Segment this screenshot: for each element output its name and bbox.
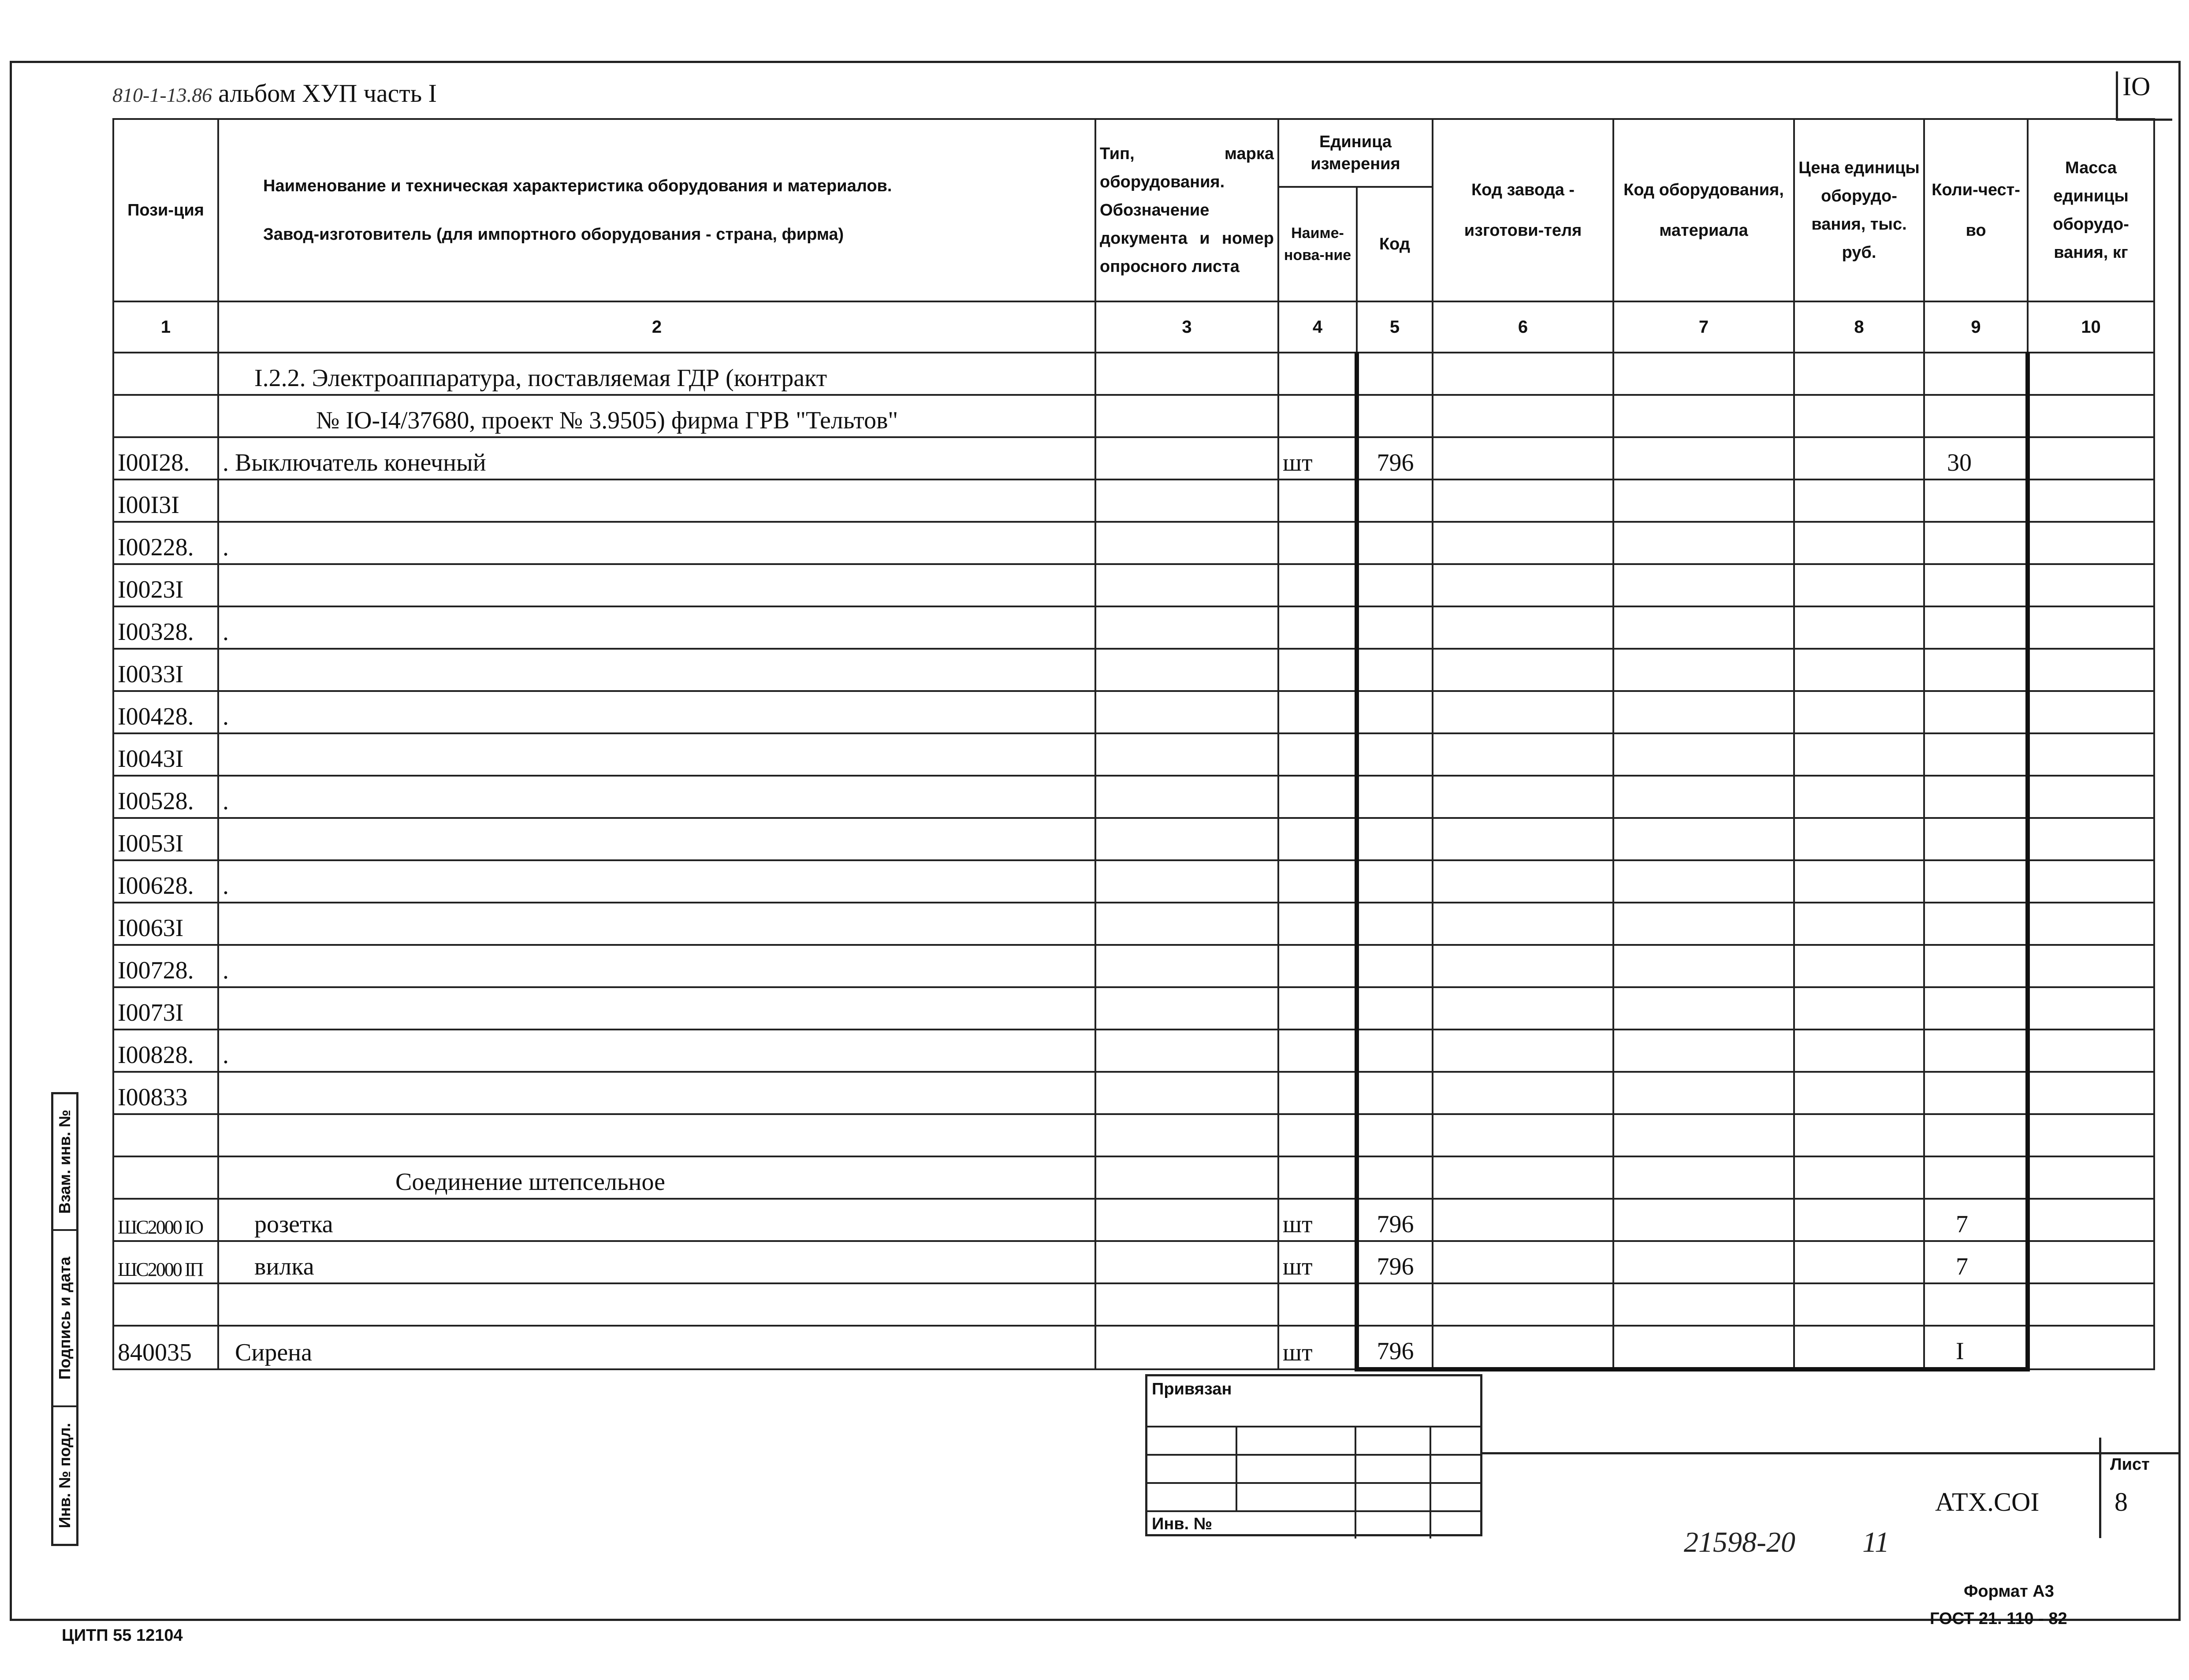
- table-row: [113, 776, 2154, 818]
- sheet-cell: [2099, 1438, 2181, 1538]
- album-handwritten: 810-1-13.86: [112, 84, 212, 106]
- row-position: ШС2000 IО: [113, 1199, 218, 1241]
- row-position: I00I3I: [113, 479, 218, 522]
- table-row: [113, 903, 2154, 945]
- row-name: [218, 564, 1095, 606]
- album-header: [112, 78, 437, 108]
- table-row: [113, 479, 2154, 522]
- row-unit: шт: [1278, 1326, 1357, 1369]
- row-name: .: [218, 691, 1095, 733]
- side-label-inv: Инв. № подл.: [56, 1423, 74, 1528]
- header-name-line1: Наименование и техническая характеристика оборудования и материалов.: [263, 177, 892, 195]
- document-code: АТХ.СОI: [1935, 1487, 2040, 1516]
- row-name: .: [218, 776, 1095, 818]
- row-position: I00628.: [113, 860, 218, 903]
- side-label-vzam: Взам. инв. №: [56, 1109, 74, 1214]
- row-position: I00828.: [113, 1030, 218, 1072]
- row-position: ШС2000 IП: [113, 1241, 218, 1283]
- column-numbers-row: [113, 301, 2154, 353]
- row-quantity: 7: [1924, 1241, 2028, 1283]
- header-unit-name: Наиме-нова-ние: [1278, 187, 1357, 301]
- row-position: I00I28.: [113, 437, 218, 479]
- row-name: .: [218, 860, 1095, 903]
- row-name: [218, 818, 1095, 860]
- col-num: 7: [1613, 301, 1794, 353]
- header-price: Цена единицы оборудо-вания, тыс. руб.: [1794, 119, 1924, 301]
- row-position: I00428.: [113, 691, 218, 733]
- corner-sheet-number: [2116, 71, 2172, 121]
- col-num: 2: [218, 301, 1095, 353]
- sheet-number: 8: [2115, 1487, 2128, 1516]
- corner-sheet-number-text: IO: [2122, 72, 2151, 101]
- header-unit-code: Код: [1357, 187, 1433, 301]
- row-position: I00833: [113, 1072, 218, 1114]
- subsection-row: [113, 1156, 2154, 1199]
- col-num: 8: [1794, 301, 1924, 353]
- table-row: [113, 522, 2154, 564]
- header-unit-group: Единица измерения: [1278, 119, 1433, 187]
- specification-table: [112, 118, 2155, 1372]
- row-unit: шт: [1278, 1241, 1357, 1283]
- row-position: I0033I: [113, 649, 218, 691]
- row-name: [218, 479, 1095, 522]
- col-num: 10: [2028, 301, 2154, 353]
- col-num: 4: [1278, 301, 1357, 353]
- row-position: I0043I: [113, 733, 218, 776]
- row-name: [218, 903, 1095, 945]
- col-num: 3: [1095, 301, 1278, 353]
- header-type: Тип, марка оборудования. Обозначение документа и номер опросного листа: [1095, 119, 1278, 301]
- side-cell-vzam: [53, 1094, 76, 1231]
- table-row: [113, 649, 2154, 691]
- col-num: 1: [113, 301, 218, 353]
- table-row: [113, 945, 2154, 987]
- side-cell-inv: [53, 1407, 76, 1544]
- row-name: [218, 987, 1095, 1030]
- row-name: вилка: [218, 1241, 1095, 1283]
- subsection-title: Соединение штепсельное: [218, 1156, 1095, 1199]
- table-row: [113, 1030, 2154, 1072]
- row-quantity: 7: [1924, 1199, 2028, 1241]
- row-name: .: [218, 1030, 1095, 1072]
- binding-stamp: [1145, 1374, 1482, 1536]
- row-position: I00728.: [113, 945, 218, 987]
- row-name: .: [218, 606, 1095, 649]
- table-row: [113, 987, 2154, 1030]
- handwritten-number: 21598-20: [1684, 1526, 1795, 1558]
- row-position: 840035: [113, 1326, 218, 1369]
- sheet-label: Лист: [2110, 1455, 2150, 1474]
- header-name-line2: Завод-изготовитель (для импортного оборудования - страна, фирма): [263, 225, 844, 244]
- table-row: [113, 818, 2154, 860]
- row-unit: шт: [1278, 1199, 1357, 1241]
- row-position: I0053I: [113, 818, 218, 860]
- table-row: [113, 733, 2154, 776]
- header-mass: Масса единицы оборудо-вания, кг: [2028, 119, 2154, 301]
- row-unit-code: 796: [1357, 1199, 1433, 1241]
- table-row: [113, 1199, 2154, 1241]
- table-row: [113, 564, 2154, 606]
- album-title: альбом ХУП часть I: [218, 79, 437, 108]
- side-cell-podpis: [53, 1231, 76, 1407]
- header-factory-code: Код завода - изготови-теля: [1433, 119, 1613, 301]
- row-unit: шт: [1278, 437, 1357, 479]
- row-name: розетка: [218, 1199, 1095, 1241]
- row-position: I00228.: [113, 522, 218, 564]
- gost-label: ГОСТ 21. 110 - 82: [1930, 1609, 2067, 1628]
- row-name: . Выключатель конечный: [218, 437, 1095, 479]
- side-label-podpis: Подпись и дата: [56, 1256, 74, 1380]
- header-row: [113, 119, 2154, 187]
- table-row: [113, 1326, 2154, 1369]
- col-num: 5: [1357, 301, 1433, 353]
- row-position: I0023I: [113, 564, 218, 606]
- table-row: [113, 691, 2154, 733]
- row-name: [218, 733, 1095, 776]
- table-row-empty: [113, 1283, 2154, 1326]
- col-num: 6: [1433, 301, 1613, 353]
- format-label: Формат А3: [1964, 1582, 2054, 1601]
- section-title-row-2: [113, 395, 2154, 437]
- header-equipment-code: Код оборудования, материала: [1613, 119, 1794, 301]
- section-title-line1: I.2.2. Электроаппаратура, поставляемая ГДР (контракт: [218, 353, 1095, 395]
- header-position: Пози-ция: [113, 119, 218, 301]
- header-name: [218, 119, 1095, 301]
- row-position: I0073I: [113, 987, 218, 1030]
- table-row: [113, 437, 2154, 479]
- header-quantity: Коли-чест-во: [1924, 119, 2028, 301]
- table-row: [113, 1241, 2154, 1283]
- row-unit-code: 796: [1357, 1241, 1433, 1283]
- col-num: 9: [1924, 301, 2028, 353]
- section-title-row-1: [113, 353, 2154, 395]
- citp-label: ЦИТП 55 12104: [62, 1626, 183, 1645]
- row-name: Сирена: [218, 1326, 1095, 1369]
- row-quantity: 30: [1924, 437, 2028, 479]
- row-position: I00328.: [113, 606, 218, 649]
- row-name: [218, 649, 1095, 691]
- row-name: [218, 1072, 1095, 1114]
- row-name: .: [218, 945, 1095, 987]
- row-unit-code: 796: [1357, 1326, 1433, 1369]
- row-quantity: I: [1924, 1326, 2028, 1369]
- table-row: [113, 606, 2154, 649]
- row-position: I0063I: [113, 903, 218, 945]
- title-block-line: [1482, 1452, 2180, 1454]
- row-unit-code: 796: [1357, 437, 1433, 479]
- handwritten-number-2: 11: [1862, 1526, 1890, 1558]
- row-name: .: [218, 522, 1095, 564]
- table-row-empty: [113, 1114, 2154, 1156]
- table-row: [113, 860, 2154, 903]
- stamp-privyazan: Привязан: [1152, 1380, 1232, 1398]
- row-position: I00528.: [113, 776, 218, 818]
- stamp-inv-no: Инв. №: [1152, 1515, 1213, 1533]
- side-stamp: [51, 1092, 78, 1546]
- table-row: [113, 1072, 2154, 1114]
- section-title-line2: № IO-I4/37680, проект № 3.9505) фирма ГРВ "Тельтов": [218, 395, 1095, 437]
